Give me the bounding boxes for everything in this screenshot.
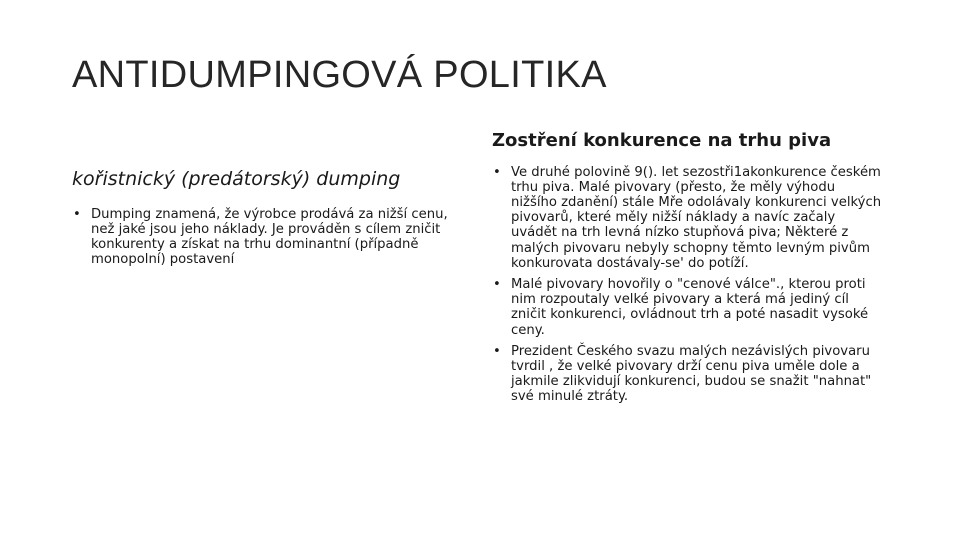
slide-title: ANTIDUMPINGOVÁ POLITIKA [72,54,607,96]
right-bullet-item: • Malé pivovary hovořily o "cenové válce"., kterou proti nim rozpoutaly velké pivovary a která má jediný cíl zničit konkurenci, ovládnout trh a poté nasadit vysoké ceny. [492,277,884,338]
left-bullet-list [72,207,472,268]
left-column [72,168,472,274]
right-bullet-item: • Ve druhé polovině 9(). let sezostři1akonkurence českém trhu piva. Malé pivovary (přesto, že měly výhodu nižšího zdanění) stále Mře odolávaly konkurenci velkých pivovarů, které měly nižší náklady a navíc začaly uvádět na trh levná nízko stupňová piva; Některé z malých pivovaru nebyly schopny těmto levným pivům konkurovata dostávaly-se' do potíží. [492,165,884,271]
right-bullet-list [492,165,884,405]
left-bullet-item: • Dumping znamená, že výrobce prodává za nižší cenu, než jaké jsou jeho náklady. Je prováděn s cílem zničit konkurenty a získat na trhu dominantní (případně monopolní) postavení [72,207,472,268]
right-heading: Zostření konkurence na trhu piva [492,130,832,151]
right-column [492,130,884,411]
left-heading: kořistnický (predátorský) dumping [72,168,401,190]
right-bullet-item: • Prezident Českého svazu malých nezávislých pivovaru tvrdil , že velké pivovary drží cenu piva uměle dole a jakmile zlikvidují konkurenci, budou se snažit "nahnat" své minulé ztráty. [492,344,884,405]
